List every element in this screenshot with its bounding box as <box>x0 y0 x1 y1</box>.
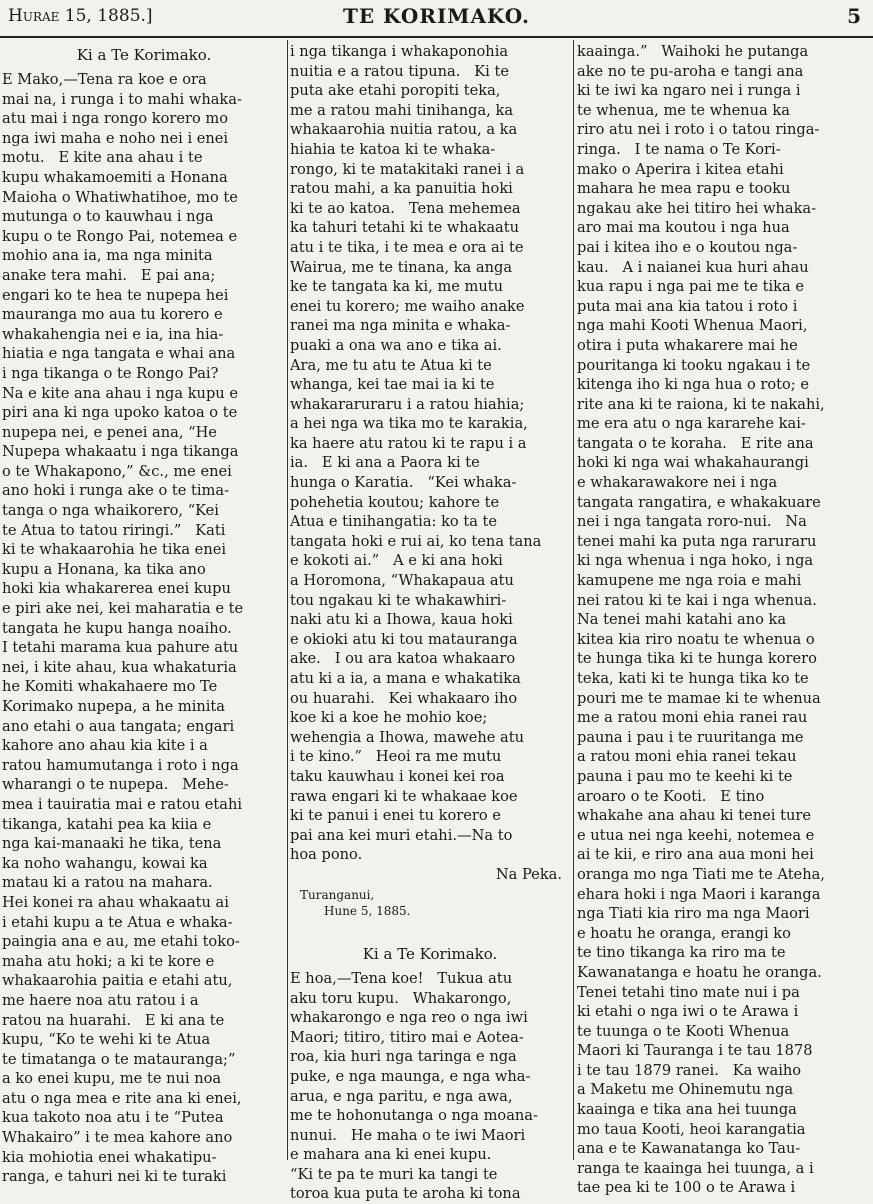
text-line: aku toru kupu. Whakarongo, <box>290 989 512 1007</box>
text-line: ka tahuri tetahi ki te whakaatu <box>290 219 519 237</box>
text-line: paingia ana e au, me etahi toko- <box>2 933 240 951</box>
text-line: whakararuraru i a ratou hiahia; <box>290 395 525 413</box>
text-line: atu o nga mea e rite ana ki enei, <box>2 1089 242 1107</box>
text-line: ake no te pu-aroha e tangi ana <box>577 62 804 80</box>
letter-date: Hune 5, 1885. <box>324 903 411 918</box>
column-3 <box>577 42 865 1197</box>
text-line: hoa pono. <box>290 846 363 864</box>
text-line: mako o Aperira i kitea etahi <box>577 160 784 178</box>
text-line: ranga, e tahuri nei ki te turaki <box>2 1168 227 1186</box>
text-line: Maori ki Tauranga i te tau 1878 <box>577 1042 813 1060</box>
text-line: nunui. He maha o te iwi Maori <box>290 1126 526 1144</box>
text-line: Maioha o Whatiwhatihoe, mo te <box>2 188 238 206</box>
text-line: ki nga whenua i nga hoko, i nga <box>577 552 814 570</box>
text-line: mai na, i runga i to mahi whaka- <box>2 90 242 108</box>
text-line: kua takoto noa atu i te “Putea <box>2 1109 224 1127</box>
text-line: piri ana ki nga upoko katoa o te <box>2 404 238 422</box>
text-line: Whakairo” i te mea kahore ano <box>2 1129 233 1147</box>
text-line: tikanga, katahi pea ka kiia e <box>2 815 212 833</box>
text-line: pouritanga ki tooku ngakau i te <box>577 356 811 374</box>
text-line: pouri me te mamae ki te whenua <box>577 689 821 707</box>
text-line: hunga o Karatia. “Kei whaka- <box>290 474 517 492</box>
text-line: mutunga o to kauwhau i nga <box>2 208 214 226</box>
text-line: kitenga iho ki nga hua o roto; e <box>577 376 809 394</box>
letter-body <box>290 969 570 1204</box>
text-line: te timatanga o te matauranga;” <box>2 1050 236 1068</box>
text-line: i nga tikanga o te Rongo Pai? <box>2 364 219 382</box>
text-line: roa, kia huri nga taringa e nga <box>290 1048 517 1066</box>
text-line: nei ratou ki te kai i nga whenua. <box>577 591 817 609</box>
text-line: a ko enei kupu, me te nui noa <box>2 1070 222 1088</box>
text-line: pauna i pau i te ruuritanga me <box>577 728 804 746</box>
text-line: ki etahi o nga iwi o te Arawa i <box>577 1003 799 1021</box>
text-line: kitea kia riro noatu te whenua o <box>577 630 815 648</box>
text-line: ki te iwi ka ngaro nei i runga i <box>577 82 801 100</box>
text-line: kupu whakamoemiti a Honana <box>2 168 228 186</box>
text-line: enei tu korero; me waiho anake <box>290 297 525 315</box>
text-line: ki te whakaarohia he tika enei <box>2 541 227 559</box>
text-line: rite ana ki te raiona, ki te nakahi, <box>577 395 825 413</box>
letter-body-continued <box>290 42 570 865</box>
text-line: nga kai-manaaki he tika, tena <box>2 835 222 853</box>
text-line: me a ratou mahi tinihanga, ka <box>290 101 514 119</box>
text-line: ringa. I te nama o Te Kori- <box>577 140 781 158</box>
text-line: atu mai i nga rongo korero mo <box>2 110 229 128</box>
text-line: i nga tikanga i whakaponohia <box>290 43 509 60</box>
text-line: otira i puta whakarere mai he <box>577 336 798 354</box>
text-line: whakahe ana ahau ki tenei ture <box>577 807 811 825</box>
text-line: ke te tangata ka ki, me mutu <box>290 278 504 296</box>
text-line: kia mohiotia enei whakatipu- <box>2 1148 217 1166</box>
text-line: whakaarohia paitia e etahi atu, <box>2 972 233 990</box>
text-line: a ratou moni ehia ranei tekau <box>577 748 797 766</box>
letter-place: Turanganui, <box>300 887 375 902</box>
text-line: o te Whakapono,” &c., me enei <box>2 462 232 480</box>
text-line: Hei konei ra ahau whakaatu ai <box>2 893 229 911</box>
text-line: ranga te kaainga hei tuunga, a i <box>577 1159 814 1177</box>
text-line: me te hohonutanga o nga moana- <box>290 1107 538 1125</box>
text-line: Tenei tetahi tino mate nui i pa <box>577 983 800 1001</box>
text-line: Ara, me tu atu te Atua ki te <box>290 356 492 374</box>
page-number: 5 <box>847 4 861 28</box>
text-line: anake tera mahi. E pai ana; <box>2 266 216 284</box>
text-line: hoki kia whakarerea enei kupu <box>2 580 231 598</box>
text-line: ia. E ki ana a Paora ki te <box>290 454 480 472</box>
text-line: ano etahi o aua tangata; engari <box>2 717 235 735</box>
letter-heading: Ki a Te Korimako. <box>362 944 498 963</box>
text-line: matau ki a ratou na mahara. <box>2 874 213 892</box>
text-line: ano hoki i runga ake o te tima- <box>2 482 230 500</box>
text-line: taku kauwhau i konei kei roa <box>290 767 505 785</box>
text-line: Maori; titiro, titiro mai e Aotea- <box>290 1028 524 1046</box>
text-line: tangata rangatira, e whakakuare <box>577 493 821 511</box>
text-line: i te kino.” Heoi ra me mutu <box>290 748 502 766</box>
text-line: atu ki a ia, a mana e whakatika <box>290 670 521 687</box>
text-line: maha atu hoki; a ki te kore e <box>2 952 215 970</box>
text-line: puta mai ana kia tatou i roto i <box>577 297 798 315</box>
text-line: mauranga mo aua tu korero e <box>2 306 223 324</box>
issue-date: Hurae 15, 1885.] <box>8 6 153 26</box>
text-line: nga mahi Kooti Whenua Maori, <box>577 317 808 335</box>
text-line: wehengia a Ihowa, mawehe atu <box>290 728 524 746</box>
text-line: ratou hamumutanga i roto i nga <box>2 756 239 774</box>
text-line: whakaarohia nuitia ratou, a ka <box>290 121 518 139</box>
text-line: oranga mo nga Tiati me te Ateha, <box>577 865 825 883</box>
text-line: a Horomona, “Whakapaua atu <box>290 572 514 590</box>
text-line: tae pea ki te 100 o te Arawa i <box>577 1179 796 1197</box>
text-line: riro atu nei i roto i o tatou ringa- <box>577 121 820 139</box>
text-line: Atua e tinihangatia: ko ta te <box>290 513 498 531</box>
text-line: hiahia te katoa ki te whaka- <box>290 140 496 158</box>
column-1 <box>2 42 286 1186</box>
text-line: te hunga tika ki te hunga korero <box>577 650 817 668</box>
text-line: rongo, ki te matakitaki ranei i a <box>290 160 525 178</box>
text-line: Korimako nupepa, a he minita <box>2 698 225 715</box>
text-line: rawa engari ki te whakaae koe <box>290 787 518 805</box>
text-line: e utua nei nga keehi, notemea e <box>577 826 815 844</box>
text-line: ki te ao katoa. Tena mehemea <box>290 199 521 217</box>
text-line: I tetahi marama kua pahure atu <box>2 639 239 657</box>
text-line: kamupene me nga roia e mahi <box>577 572 802 590</box>
text-line: atu i te tika, i te mea e ora ai te <box>290 238 524 256</box>
text-line: tou ngakau ki te whakawhiri- <box>290 591 507 609</box>
text-line: kua rapu i nga pai me te tika e <box>577 278 804 296</box>
column-divider <box>573 40 574 1160</box>
text-line: wharangi o te nupepa. Mehe- <box>2 776 229 794</box>
text-line: ana e te Kawanatanga ko Tau- <box>577 1140 801 1158</box>
text-line: e piri ake nei, kei maharatia e te <box>2 600 244 618</box>
text-line: whakarongo e nga reo o nga iwi <box>290 1009 528 1027</box>
text-line: ngakau ake hei titiro hei whaka- <box>577 199 817 217</box>
letter-body <box>2 70 286 1187</box>
text-line: engari ko te hea te nupepa hei <box>2 286 229 304</box>
text-line: kupu, “Ko te wehi ki te Atua <box>2 1031 211 1049</box>
text-line: nei i nga tangata roro-nui. Na <box>577 513 807 531</box>
text-line: mahara he mea rapu e tooku <box>577 180 791 198</box>
text-line: ake. I ou ara katoa whakaaro <box>290 650 516 668</box>
text-line: he Komiti whakahaere mo Te <box>2 678 218 696</box>
text-line: puaki a ona wa ano e tika ai. <box>290 336 502 354</box>
text-line: E Mako,—Tena ra koe e ora <box>2 71 207 88</box>
letter-signature: Na Peka. <box>495 865 562 883</box>
text-line: pauna i pau mo te keehi ki te <box>577 767 793 785</box>
text-line: Nupepa whakaatu i nga tikanga <box>2 443 239 461</box>
text-line: ka noho wahangu, kowai ka <box>2 854 208 872</box>
text-line: kaainga.” Waihoki he putanga <box>577 43 809 60</box>
text-line: ai te kii, e riro ana aua moni hei <box>577 846 814 864</box>
text-line: ranei ma nga minita e whaka- <box>290 317 511 335</box>
text-line: ki te panui i enei tu korero e <box>290 807 501 825</box>
text-line: mohio ana ia, ma nga minita <box>2 247 213 265</box>
text-line: e kokoti ai.” A e ki ana hoki <box>290 552 503 570</box>
text-line: kahore ano ahau kia kite i a <box>2 737 208 755</box>
text-line: E hoa,—Tena koe! Tukua atu <box>290 969 513 987</box>
text-line: ou huarahi. Kei whakaaro iho <box>290 689 518 707</box>
text-line: i te tau 1879 ranei. Ka waiho <box>577 1061 802 1079</box>
text-line: i etahi kupu a te Atua e whaka- <box>2 913 233 931</box>
text-line: whanga, kei tae mai ia ki te <box>290 376 495 394</box>
text-line: tanga o nga whaikorero, “Kei <box>2 502 219 520</box>
text-line: naki atu ki a Ihowa, kaua hoki <box>290 611 513 629</box>
text-line: Kawanatanga e hoatu he oranga. <box>577 963 822 981</box>
text-line: a Maketu me Ohinemutu nga <box>577 1081 794 1099</box>
text-line: whakahengia nei e ia, ina hia- <box>2 325 224 343</box>
text-line: ehara hoki i nga Maori i karanga <box>577 885 821 903</box>
text-line: Na tenei mahi katahi ano ka <box>577 611 787 629</box>
text-line: tenei mahi ka puta nga raruraru <box>577 532 817 550</box>
text-line: aro mai ma koutou i nga hua <box>577 219 790 237</box>
column-divider <box>287 40 288 1160</box>
text-line: pai ana kei muri etahi.—Na to <box>290 826 513 844</box>
letter-heading: Ki a Te Korimako. <box>76 46 212 64</box>
text-line: e okioki atu ki tou matauranga <box>290 630 518 648</box>
text-line: te Atua to tatou riringi.” Kati <box>2 521 226 539</box>
text-line: nuitia e a ratou tipuna. Ki te <box>290 62 509 80</box>
text-line: tangata o te koraha. E rite ana <box>577 434 814 452</box>
text-line: me era atu o nga kararehe kai- <box>577 415 806 433</box>
newspaper-title: TE KORIMAKO. <box>342 4 531 28</box>
text-line: e mahara ana ki enei kupu. <box>290 1146 492 1164</box>
text-line: nga iwi maha e noho nei i enei <box>2 129 229 147</box>
text-line: “Ki te pa te muri ka tangi te <box>290 1165 498 1183</box>
text-line: hoki ki nga wai whakahaurangi <box>577 454 809 472</box>
page-header <box>0 0 873 38</box>
text-line: te tuunga o te Kooti Whenua <box>577 1022 790 1040</box>
text-line: ratou mahi, a ka panuitia hoki <box>290 180 513 198</box>
text-line: kau. A i naianei kua huri ahau <box>577 258 809 276</box>
text-line: kaainga e tika ana hei tuunga <box>577 1101 797 1119</box>
text-line: ratou na huarahi. E ki ana te <box>2 1011 225 1029</box>
text-line: pai i kitea iho e o koutou nga- <box>577 238 798 256</box>
text-line: ka haere atu ratou ki te rapu i a <box>290 434 527 452</box>
text-line: puke, e nga maunga, e nga wha- <box>290 1067 531 1085</box>
text-line: tangata he kupu hanga noaiho. <box>2 619 232 637</box>
text-line: koe ki a koe he mohio koe; <box>290 709 488 727</box>
text-line: puta ake etahi poropiti teka, <box>290 82 501 100</box>
column-2 <box>290 42 570 1203</box>
text-line: mea i tauiratia mai e ratou etahi <box>2 795 243 813</box>
text-line: motu. E kite ana ahau i te <box>2 149 203 167</box>
text-line: te tino tikanga ka riro ma te <box>577 944 786 962</box>
letter-body-continued <box>577 42 865 1198</box>
text-line: Wairua, me te tinana, ka anga <box>290 258 513 276</box>
text-line: mo taua Kooti, heoi karangatia <box>577 1120 806 1138</box>
text-line: nei, i kite ahau, kua whakaturia <box>2 658 237 676</box>
text-line: aroaro o te Kooti. E tino <box>577 787 765 805</box>
text-line: teka, kati ki te hunga tika ko te <box>577 670 809 687</box>
text-line: Na e kite ana ahau i nga kupu e <box>2 384 238 402</box>
text-line: nga Tiati kia riro ma nga Maori <box>577 905 810 923</box>
text-line: hiatia e nga tangata e whai ana <box>2 345 236 363</box>
text-line: nupepa nei, e penei ana, “He <box>2 423 217 441</box>
text-line: pohehetia koutou; kahore te <box>290 493 500 511</box>
text-line: a hei nga wa tika mo te karakia, <box>290 415 528 433</box>
text-line: me a ratou moni ehia ranei rau <box>577 709 808 727</box>
text-line: e hoatu he oranga, erangi ko <box>577 924 791 942</box>
text-line: te whenua, me te whenua ka <box>577 101 790 119</box>
text-line: kupu o te Rongo Pai, notemea e <box>2 227 238 245</box>
text-line: kupu a Honana, ka tika ano <box>2 560 206 578</box>
text-line: me haere noa atu ratou i a <box>2 991 199 1009</box>
text-line: arua, e nga paritu, e nga awa, <box>290 1087 513 1105</box>
text-line: e whakarawakore nei i nga <box>577 474 778 492</box>
text-line: tangata hoki e rui ai, ko tena tana <box>290 532 542 550</box>
text-line: toroa kua puta te aroha ki tona <box>290 1185 521 1203</box>
